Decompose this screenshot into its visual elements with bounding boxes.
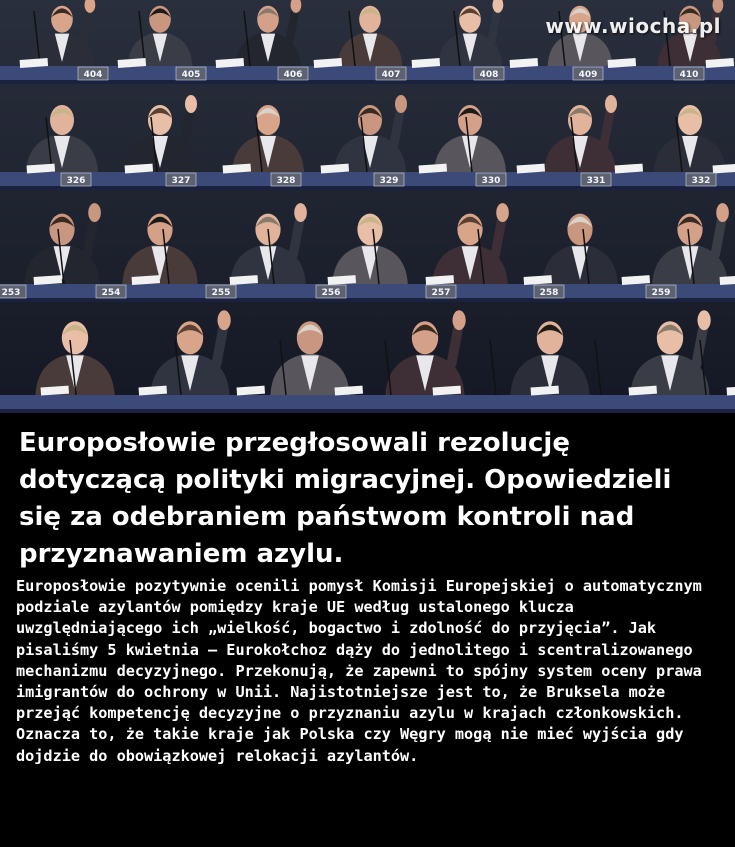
seat-number: 253 [1,288,21,298]
seat-number: 406 [283,70,303,80]
seat-number-plate [374,173,404,186]
seat-number-plate [573,67,603,80]
seat-number: 259 [651,288,671,298]
seat-number: 331 [586,176,606,186]
seat-number: 326 [66,176,86,186]
seat-number-plate [78,67,108,80]
seat-number-plate [316,285,346,298]
seat-number-plate [581,173,611,186]
seat-number-plate [476,173,506,186]
seat-number: 257 [431,288,451,298]
seat-number: 410 [679,70,699,80]
desk-row [0,66,735,80]
seat-number: 254 [101,288,121,298]
seat-number: 256 [321,288,341,298]
seat-number-plate [0,285,26,298]
seat-number-plate [534,285,564,298]
seat-number-plate [96,285,126,298]
seat-number: 407 [381,70,401,80]
seat-number-plate [61,173,91,186]
parliament-scene [0,0,735,413]
parliament-photo [0,0,735,413]
article-body [16,576,728,767]
seat-number: 328 [276,176,296,186]
seat-number-plate [271,173,301,186]
seat-number-plate [674,67,704,80]
seat-number-plate [166,173,196,186]
seat-number: 327 [171,176,191,186]
body-paragraph-2: Oznacza to, że takie kraje jak Polska czy Węgry mogą nie mieć wyjścia gdy dojdzie do obowiązkowej relokacji azylantów. [16,725,684,765]
watermark: www.wiocha.pl [545,14,721,38]
seat-number: 405 [181,70,201,80]
body-paragraph-1: Europosłowie pozytywnie ocenili pomysł Komisji Europejskiej o automatycznym podziale azylantów pomiędzy kraje UE według ustalonego klucza uwzględniającego ich „wielkość, bogactwo i zdolność do przyjęcia”. Jak pisaliśmy 5 kwietnia – Eurokołchoz dąży do jednolitego i scentralizowanego mechanizmu decyzyjnego. Przekonują, że zapewni to spójny system oceny prawa imigrantów do ochrony w Unii. Najistotniejsze jest to, że Bruksela może przejąć kompetencję decyzyjne o przyznaniu azylu w krajach członkowskich. [16,577,702,723]
seat-number: 409 [578,70,598,80]
seat-number: 408 [479,70,499,80]
seat-number: 258 [539,288,559,298]
seat-number-plate [376,67,406,80]
desk-row [0,395,735,409]
seat-number-plate [426,285,456,298]
seat-number-plate [474,67,504,80]
seat-number-plate [686,173,716,186]
seat-number-plate [278,67,308,80]
seat-number-plate [206,285,236,298]
headline: Europosłowie przegłosowali rezolucję dotyczącą polityki migracyjnej. Opowiedzieli się za odebraniem państwom kontroli nad przyznawaniem azylu. [19,428,672,569]
seat-number: 329 [379,176,399,186]
seat-number-plate [646,285,676,298]
desk-row [0,172,735,186]
seat-number: 255 [211,288,231,298]
seat-number: 330 [481,176,501,186]
seat-number: 404 [83,70,103,80]
seat-number: 332 [691,176,711,186]
seat-number-plate [176,67,206,80]
